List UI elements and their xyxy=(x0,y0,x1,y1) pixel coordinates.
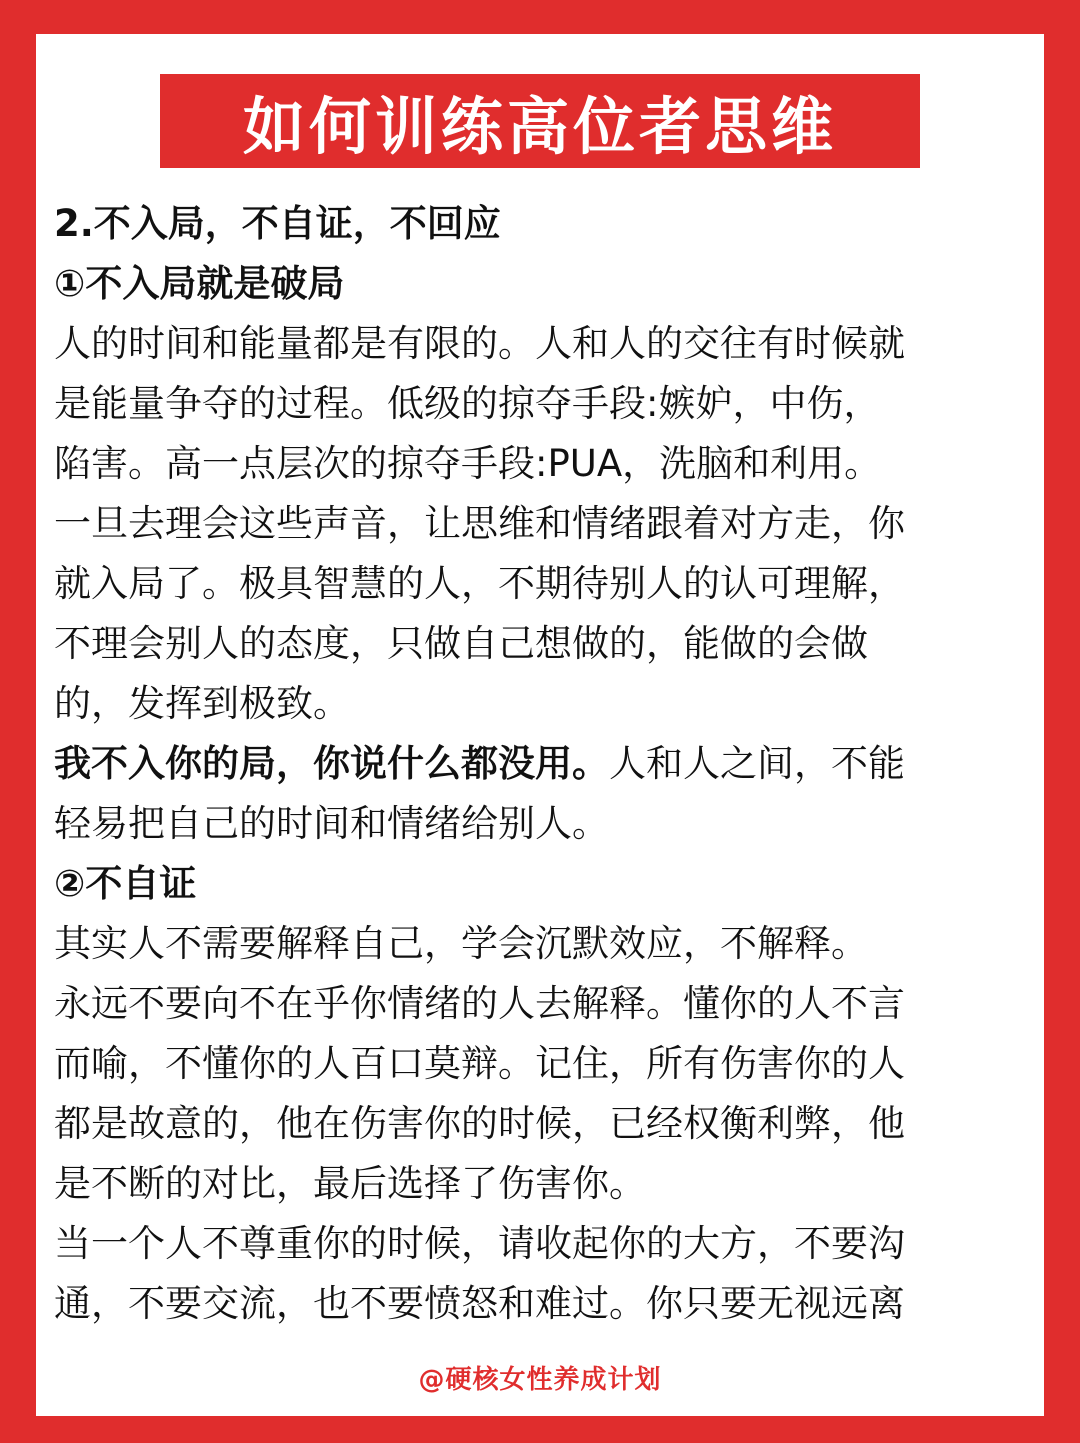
paragraph-line: 轻易把自己的时间和情绪给别人。 xyxy=(54,802,609,845)
paragraph-line: 的，发挥到极致。 xyxy=(54,682,350,725)
paragraph-line: 通，不要交流，也不要愤怒和难过。你只要无视远离 xyxy=(54,1282,905,1325)
emphasis-rest-text: 人和人之间，不能 xyxy=(609,742,905,785)
paragraph-line: 而喻，不懂你的人百口莫辩。记住，所有伤害你的人 xyxy=(54,1042,905,1085)
emphasis-bold-text: 我不入你的局，你说什么都没用。 xyxy=(54,742,609,785)
content-card xyxy=(36,34,1044,1416)
paragraph-line: 其实人不需要解释自己，学会沉默效应，不解释。 xyxy=(54,922,868,965)
page-title: 如何训练高位者思维 xyxy=(242,89,837,163)
section-heading: 2.不入局，不自证，不回应 xyxy=(54,202,501,245)
paragraph-line: 当一个人不尊重你的时候，请收起你的大方，不要沟 xyxy=(54,1222,905,1265)
paragraph-line: 陷害。高一点层次的掠夺手段:PUA，洗脑和利用。 xyxy=(54,442,882,485)
paragraph-line: 是能量争夺的过程。低级的掠夺手段:嫉妒，中伤， xyxy=(54,382,881,425)
article-body xyxy=(54,194,1032,1334)
subsection-title-2: ②不自证 xyxy=(54,862,197,905)
paragraph-line: 永远不要向不在乎你情绪的人去解释。懂你的人不言 xyxy=(54,982,905,1025)
paragraph-line: 就入局了。极具智慧的人，不期待别人的认可理解， xyxy=(54,562,905,605)
emphasis-line xyxy=(54,734,1032,794)
paragraph-line: 是不断的对比，最后选择了伤害你。 xyxy=(54,1162,646,1205)
paragraph-line: 不理会别人的态度，只做自己想做的，能做的会做 xyxy=(54,622,868,665)
author-watermark: @硬核女性养成计划 xyxy=(418,1365,662,1395)
subsection-title-1: ①不入局就是破局 xyxy=(54,262,345,305)
paragraph-line: 人的时间和能量都是有限的。人和人的交往有时候就 xyxy=(54,322,905,365)
paragraph-line: 都是故意的，他在伤害你的时候，已经权衡利弊，他 xyxy=(54,1102,905,1145)
title-banner xyxy=(160,74,920,168)
paragraph-line: 一旦去理会这些声音，让思维和情绪跟着对方走，你 xyxy=(54,502,905,545)
